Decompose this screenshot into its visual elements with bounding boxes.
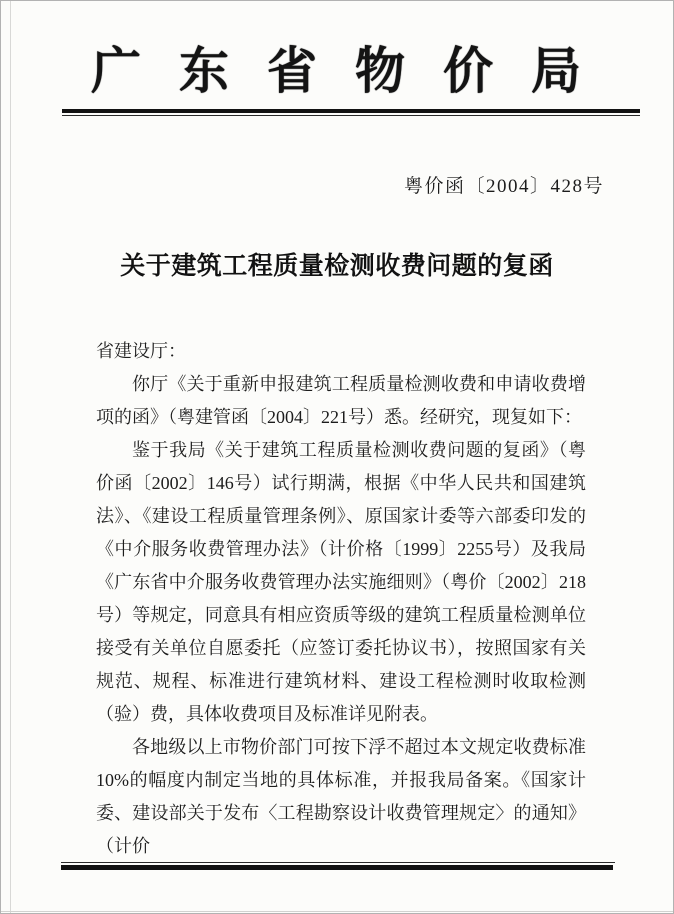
scan-edge-left bbox=[10, 1, 11, 913]
letterhead-rule-thin bbox=[62, 115, 640, 116]
footer-divider-rule bbox=[61, 862, 615, 870]
salutation: 省建设厅： bbox=[96, 341, 186, 361]
document-number: 粤价函〔2004〕428号 bbox=[403, 176, 604, 197]
document-title: 关于建筑工程质量检测收费问题的复函 bbox=[120, 253, 554, 280]
paragraph-local-pricing: 各地级以上市物价部门可按下浮不超过本文规定收费标准10%的幅度内制定当地的具体标准，并报我局备案。《国家计委、建设部关于发布〈工程勘察设计收费管理规定〉的通知》（计价 bbox=[96, 737, 586, 856]
document-body bbox=[96, 335, 586, 863]
footer-rule-thin bbox=[61, 862, 615, 863]
scan-edge-bottom bbox=[1, 911, 673, 912]
footer-rule-thick bbox=[61, 865, 613, 870]
paragraph-approval-terms: 鉴于我局《关于建筑工程质量检测收费问题的复函》（粤价函〔2002〕146号）试行期满，根据《中华人民共和国建筑法》、《建设工程质量管理条例》、原国家计委等六部委印发的《中介服务收费管理办法》（计价格〔1999〕2255号）及我局《广东省中介服务收费管理办法实施细则》（粤价〔2002〕218号）等规定，同意具有相应资质等级的建筑工程质量检测单位接受有关单位自愿委托（应签订委托协议书），按照国家有关规范、规程、标准进行建筑材料、建设工程检测时收取检测（验）费，具体收费项目及标准详见附表。 bbox=[96, 440, 586, 724]
letterhead-divider-rule bbox=[62, 109, 640, 116]
paragraph-reply-intro: 你厅《关于重新申报建筑工程质量检测收费和申请收费增项的函》（粤建管函〔2004〕221号）悉。经研究，现复如下： bbox=[96, 374, 586, 427]
letterhead-rule-thick bbox=[62, 109, 640, 113]
letterhead-org-name: 广东省物价局 bbox=[91, 43, 619, 99]
